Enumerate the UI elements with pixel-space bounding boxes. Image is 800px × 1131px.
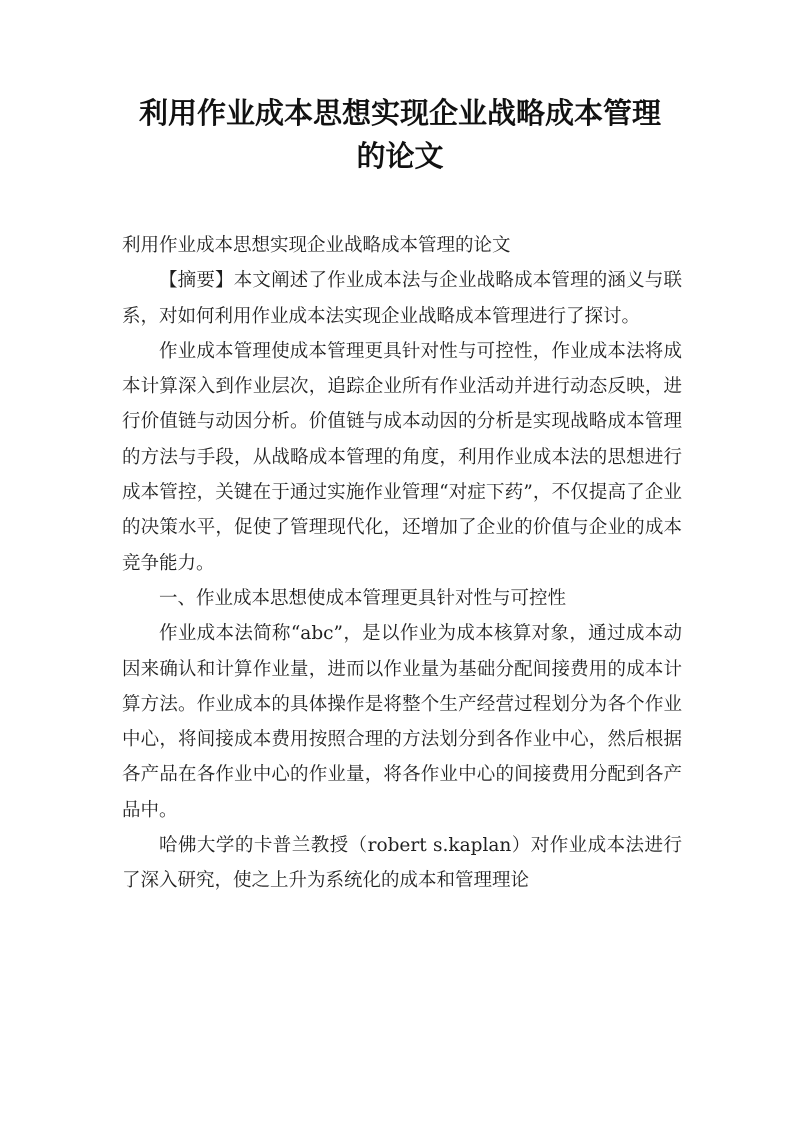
abstract-paragraph: 【摘要】本文阐述了作业成本法与企业战略成本管理的涵义与联系，对如何利用作业成本法实现企业战略成本管理进行了探讨。: [122, 270, 682, 327]
section-heading: 一、作业成本思想使成本管理更具针对性与可控性: [159, 587, 567, 609]
document-title: [100, 92, 700, 178]
body-paragraph: 作业成本法简称“abc”，是以作业为成本核算对象，通过成本动因来确认和计算作业量，进而以作业量为基础分配间接费用的成本计算方法。作业成本的具体操作是将整个生产经营过程划分为各个作业中心，将间接成本费用按照合理的方法划分到各作业中心，然后根据各产品在各作业中心的作业量，将各作业中心的间接费用分配到各产品中。: [122, 623, 682, 821]
title-line-2: 的论文: [356, 139, 444, 173]
body-paragraph: 作业成本管理使成本管理更具针对性与可控性，作业成本法将成本计算深入到作业层次，追踪企业所有作业活动并进行动态反映，进行价值链与动因分析。价值链与成本动因的分析是实现战略成本管理的方法与手段，从战略成本管理的角度，利用作业成本法的思想进行成本管控，关键在于通过实施作业管理“对症下药”，不仅提高了企业的决策水平，促使了管理现代化，还增加了企业的价值与企业的成本竞争能力。: [122, 340, 682, 574]
subtitle-paragraph: 利用作业成本思想实现企业战略成本管理的论文: [122, 235, 511, 256]
document-body: [122, 228, 682, 899]
body-paragraph: 哈佛大学的卡普兰教授（robert s.kaplan）对作业成本法进行了深入研究，使之上升为系统化的成本和管理理论: [122, 835, 682, 892]
title-line-1: 利用作业成本思想实现企业战略成本管理: [138, 96, 661, 130]
